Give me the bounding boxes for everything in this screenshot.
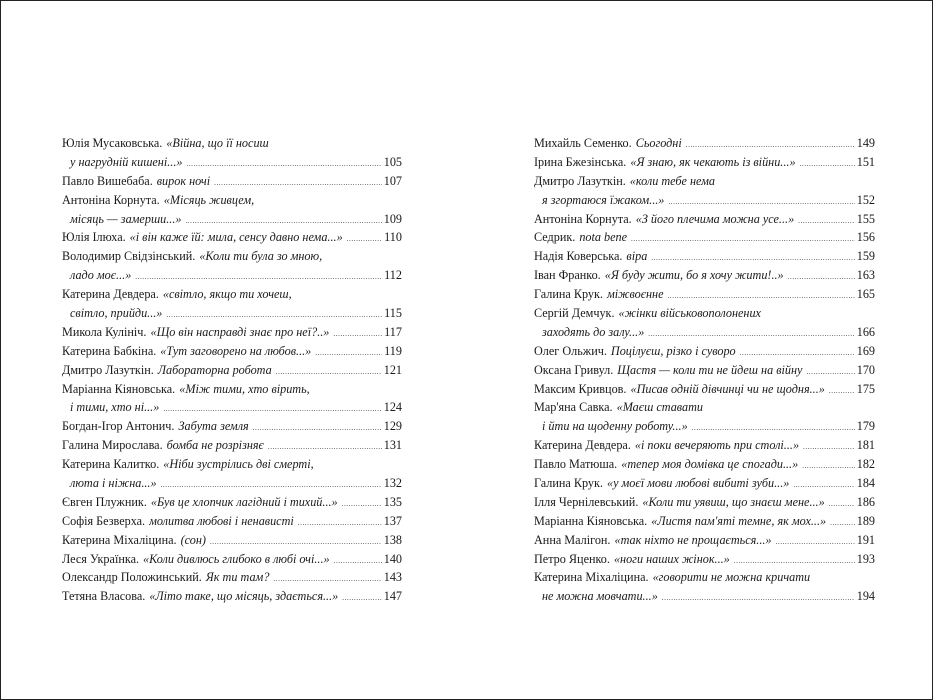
toc-entry-line bbox=[534, 172, 875, 191]
toc-author: Петро Яценко. bbox=[534, 551, 610, 566]
toc-entry-line bbox=[62, 361, 402, 380]
toc-entry-line bbox=[62, 512, 402, 531]
toc-title: «говорити не можна кричати bbox=[652, 570, 811, 585]
toc-entry-line bbox=[62, 304, 402, 323]
toc-title: у нагрудній кишені...» bbox=[70, 154, 183, 169]
toc-entry-line bbox=[62, 266, 402, 285]
dot-leader bbox=[298, 514, 382, 533]
toc-title: і тими, хто ні...» bbox=[70, 400, 160, 415]
toc-entry-line bbox=[534, 191, 875, 210]
dot-leader bbox=[829, 382, 855, 401]
toc-author: Олег Ольжич. bbox=[534, 343, 607, 358]
toc-entry-line bbox=[62, 474, 402, 493]
toc-page-number: 143 bbox=[383, 570, 402, 585]
dot-leader bbox=[253, 419, 382, 438]
toc-page-number: 151 bbox=[856, 154, 875, 169]
toc-page-number: 163 bbox=[856, 268, 875, 283]
dot-leader bbox=[186, 155, 381, 174]
toc-author: Надія Коверська. bbox=[534, 249, 623, 264]
toc-author: Богдан-Ігор Антонич. bbox=[62, 419, 175, 434]
dot-leader bbox=[829, 495, 855, 514]
toc-author: Галина Крук. bbox=[534, 476, 603, 491]
toc-entry-line bbox=[534, 436, 875, 455]
toc-title: «Я буду жити, бо я хочу жити!..» bbox=[604, 268, 784, 283]
toc-title: «Маєш ставати bbox=[616, 400, 703, 415]
toc-entry-line bbox=[62, 417, 402, 436]
toc-title: nota bene bbox=[579, 230, 628, 245]
toc-entry-line bbox=[62, 398, 402, 417]
toc-author: Антоніна Корнута. bbox=[62, 192, 160, 207]
toc-page-number: 121 bbox=[383, 362, 402, 377]
dot-leader bbox=[803, 438, 855, 457]
toc-author: Дмитро Лазуткін. bbox=[534, 173, 626, 188]
toc-title: «світло, якщо ти хочеш, bbox=[162, 287, 292, 302]
toc-title: «Тут заговорено на любов...» bbox=[160, 343, 312, 358]
dot-leader bbox=[342, 495, 382, 514]
toc-entry-line bbox=[62, 247, 402, 266]
toc-author: Катерина Бабкіна. bbox=[62, 343, 157, 358]
toc-page-number: 189 bbox=[856, 513, 875, 528]
toc-author: Галина Мирослава. bbox=[62, 438, 163, 453]
toc-page-number: 193 bbox=[856, 551, 875, 566]
toc-entry-line bbox=[62, 210, 402, 229]
toc-entry-line bbox=[62, 587, 402, 606]
toc-title: «Що він насправді знає про неї?..» bbox=[150, 324, 330, 339]
toc-page-number: 169 bbox=[856, 343, 875, 358]
toc-entry-line bbox=[534, 304, 875, 323]
toc-author: Павло Вишебаба. bbox=[62, 173, 153, 188]
toc-author: Олександр Положинський. bbox=[62, 570, 202, 585]
toc-author: Дмитро Лазуткін. bbox=[62, 362, 154, 377]
toc-author: Катерина Девдера. bbox=[534, 438, 631, 453]
toc-entry-line bbox=[534, 512, 875, 531]
toc-title: не можна мовчати...» bbox=[542, 589, 658, 604]
toc-author: Катерина Міхаліцина. bbox=[62, 532, 177, 547]
toc-page-number: 110 bbox=[384, 230, 402, 245]
toc-page-number: 119 bbox=[384, 343, 402, 358]
dot-leader bbox=[631, 230, 855, 249]
toc-author: Галина Крук. bbox=[534, 287, 603, 302]
toc-title: «тепер моя домівка це спогади...» bbox=[621, 457, 799, 472]
toc-author: Катерина Девдера. bbox=[62, 287, 159, 302]
toc-page-number: 107 bbox=[383, 173, 402, 188]
toc-title: ладо моє...» bbox=[70, 268, 132, 283]
toc-title: «Літо таке, що місяць, здається...» bbox=[149, 589, 339, 604]
toc-author: Юлія Мусаковська. bbox=[62, 136, 163, 150]
toc-page-number: 140 bbox=[383, 551, 402, 566]
toc-title: місяць — замерши...» bbox=[70, 211, 182, 226]
dot-leader bbox=[800, 155, 855, 174]
toc-title: «коли тебе нема bbox=[629, 173, 716, 188]
toc-entry-line bbox=[62, 568, 402, 587]
toc-page-number: 191 bbox=[856, 532, 875, 547]
toc-author: Катерина Калитко. bbox=[62, 457, 160, 472]
toc-title: (сон) bbox=[180, 532, 206, 547]
toc-title: «і поки вечеряють при столі...» bbox=[634, 438, 800, 453]
toc-page-number: 156 bbox=[856, 230, 875, 245]
dot-leader bbox=[334, 552, 382, 571]
toc-left-column bbox=[62, 134, 402, 606]
toc-title: «так ніхто не прощається...» bbox=[614, 532, 772, 547]
toc-entry-line bbox=[62, 285, 402, 304]
toc-title: «жінки військовополонених bbox=[618, 306, 761, 321]
dot-leader bbox=[315, 344, 382, 363]
toc-title: «Писав одній дівчинці чи не щодня...» bbox=[630, 381, 825, 396]
toc-entry-line bbox=[534, 587, 875, 606]
toc-entry-line bbox=[534, 455, 875, 474]
toc-page-number: 182 bbox=[856, 457, 875, 472]
toc-author: Оксана Гривул. bbox=[534, 362, 614, 377]
toc-title: і йти на щоденну роботу...» bbox=[542, 419, 688, 434]
toc-page-number: 129 bbox=[383, 419, 402, 434]
toc-page-number: 175 bbox=[856, 381, 875, 396]
toc-page-number: 184 bbox=[856, 476, 875, 491]
toc-author: Ірина Бжезінська. bbox=[534, 154, 627, 169]
dot-leader bbox=[830, 514, 855, 533]
toc-title: я згортаюся їжаком...» bbox=[542, 192, 665, 207]
toc-entry-line bbox=[534, 153, 875, 172]
toc-title: Забута земля bbox=[178, 419, 249, 434]
toc-page-number: 155 bbox=[856, 211, 875, 226]
toc-entry-line bbox=[534, 380, 875, 399]
toc-title: Сьогодні bbox=[635, 136, 682, 150]
toc-title: «у моєї мови любові вибиті зуби...» bbox=[606, 476, 790, 491]
dot-leader bbox=[333, 325, 382, 344]
toc-author: Євген Плужник. bbox=[62, 494, 147, 509]
toc-author: Маріанна Кіяновська. bbox=[62, 381, 176, 396]
toc-entry-line bbox=[62, 455, 402, 474]
toc-page-number: 186 bbox=[856, 494, 875, 509]
toc-author: Тетяна Власова. bbox=[62, 589, 146, 604]
toc-title: люта і ніжна...» bbox=[70, 476, 157, 491]
dot-leader bbox=[347, 230, 382, 249]
toc-entry-line bbox=[62, 436, 402, 455]
toc-entry-line bbox=[534, 134, 875, 153]
dot-leader bbox=[342, 589, 382, 608]
toc-entry-line bbox=[534, 474, 875, 493]
toc-author: Ілля Чернілевський. bbox=[534, 494, 639, 509]
toc-author: Седрик. bbox=[534, 230, 576, 245]
dot-leader bbox=[802, 457, 855, 476]
toc-entry-line bbox=[534, 323, 875, 342]
toc-entry-line bbox=[62, 153, 402, 172]
toc-entry-line bbox=[62, 493, 402, 512]
dot-leader bbox=[776, 533, 855, 552]
toc-author: Микола Кулініч. bbox=[62, 324, 147, 339]
toc-entry-line bbox=[62, 342, 402, 361]
toc-author: Павло Матюша. bbox=[534, 457, 618, 472]
toc-page-number: 117 bbox=[384, 324, 402, 339]
toc-title: Щастя — коли ти не йдеш на війну bbox=[617, 362, 803, 377]
toc-entry-line bbox=[62, 380, 402, 399]
toc-entry-line bbox=[62, 134, 402, 153]
toc-author: Леся Українка. bbox=[62, 551, 140, 566]
toc-title: «Між тими, хто вірить, bbox=[179, 381, 310, 396]
toc-title: «Був це хлопчик лагідний і тихий...» bbox=[150, 494, 338, 509]
toc-page-number: 124 bbox=[383, 400, 402, 415]
toc-entry-line bbox=[534, 266, 875, 285]
toc-entry-line bbox=[534, 550, 875, 569]
toc-page-number: 105 bbox=[383, 154, 402, 169]
toc-title: «З його плечима можна усе...» bbox=[635, 211, 795, 226]
toc-author: Сергій Демчук. bbox=[534, 306, 615, 321]
toc-title: «Ніби зустрілись дві смерті, bbox=[163, 457, 314, 472]
toc-page-number: 170 bbox=[856, 362, 875, 377]
toc-entry-line bbox=[62, 550, 402, 569]
toc-author: Іван Франко. bbox=[534, 268, 601, 283]
toc-entry-line bbox=[534, 493, 875, 512]
toc-title: віра bbox=[626, 249, 648, 264]
toc-title: Як ти там? bbox=[205, 570, 270, 585]
toc-title: «Коли дивлюсь глибоко в любі очі...» bbox=[143, 551, 330, 566]
toc-entry-line bbox=[62, 191, 402, 210]
toc-page-number: 131 bbox=[383, 438, 402, 453]
dot-leader bbox=[798, 212, 855, 231]
toc-page-number: 181 bbox=[856, 438, 875, 453]
toc-title: бомба не розрізняє bbox=[166, 438, 264, 453]
toc-title: «Листя пам'яті темне, як мох...» bbox=[651, 513, 827, 528]
toc-title: «і він каже їй: мила, сенсу давно нема...» bbox=[129, 230, 343, 245]
toc-author: Володимир Свідзінський. bbox=[62, 249, 196, 264]
toc-entry-line bbox=[534, 228, 875, 247]
toc-entry-line bbox=[534, 398, 875, 417]
toc-title: «ноги наших жінок...» bbox=[613, 551, 730, 566]
toc-entry-line bbox=[62, 531, 402, 550]
toc-entry-line bbox=[62, 228, 402, 247]
toc-title: «Коли ти уявиш, що знаєш мене...» bbox=[642, 494, 825, 509]
toc-author: Юлія Ілюха. bbox=[62, 230, 126, 245]
toc-author: Анна Малігон. bbox=[534, 532, 611, 547]
toc-title: «Я знаю, як чекають із війни...» bbox=[630, 154, 796, 169]
toc-page-number: 149 bbox=[856, 136, 875, 150]
toc-entry-line bbox=[534, 210, 875, 229]
toc-author: Катерина Міхаліцина. bbox=[534, 570, 649, 585]
toc-entry-line bbox=[534, 568, 875, 587]
toc-page-number: 152 bbox=[856, 192, 875, 207]
toc-page-number: 147 bbox=[383, 589, 402, 604]
toc-page-number: 165 bbox=[856, 287, 875, 302]
toc-page-number: 115 bbox=[384, 306, 402, 321]
toc-page-number: 166 bbox=[856, 324, 875, 339]
toc-title: молитва любові і ненависті bbox=[149, 513, 294, 528]
toc-right-column bbox=[534, 134, 875, 606]
toc-entry-line bbox=[62, 172, 402, 191]
toc-entry-line bbox=[534, 285, 875, 304]
toc-author: Максим Кривцов. bbox=[534, 381, 627, 396]
toc-title: Лабораторна робота bbox=[157, 362, 272, 377]
toc-title: вирок ночі bbox=[156, 173, 211, 188]
toc-title: «Війна, що її носиш bbox=[166, 136, 269, 150]
toc-entry-line bbox=[534, 247, 875, 266]
toc-title: заходять до залу...» bbox=[542, 324, 645, 339]
toc-page-number: 132 bbox=[383, 476, 402, 491]
toc-author: Антоніна Корнута. bbox=[534, 211, 632, 226]
toc-entry-line bbox=[534, 417, 875, 436]
toc-title: міжвоєнне bbox=[606, 287, 664, 302]
toc-entry-line bbox=[534, 361, 875, 380]
toc-title: «Коли ти була зо мною, bbox=[199, 249, 323, 264]
toc-page-number: 112 bbox=[384, 268, 402, 283]
toc-author: Мар'яна Савка. bbox=[534, 400, 613, 415]
toc-page-number: 138 bbox=[383, 532, 402, 547]
toc-page-number: 135 bbox=[383, 494, 402, 509]
toc-entry-line bbox=[62, 323, 402, 342]
toc-title: Поцілуєш, різко і суворо bbox=[610, 343, 736, 358]
toc-page-number: 194 bbox=[856, 589, 875, 604]
toc-author: Михайль Семенко. bbox=[534, 136, 632, 150]
toc-page-number: 179 bbox=[856, 419, 875, 434]
toc-author: Софія Безверха. bbox=[62, 513, 146, 528]
toc-page-number: 137 bbox=[383, 513, 402, 528]
toc-title: «Місяць живцем, bbox=[163, 192, 255, 207]
dot-leader bbox=[662, 589, 855, 608]
toc-author: Маріанна Кіяновська. bbox=[534, 513, 648, 528]
toc-page-number: 109 bbox=[383, 211, 402, 226]
dot-leader bbox=[788, 268, 855, 287]
toc-entry-line bbox=[534, 531, 875, 550]
toc-title: світло, прийди...» bbox=[70, 306, 163, 321]
toc-page-number: 159 bbox=[856, 249, 875, 264]
toc-entry-line bbox=[534, 342, 875, 361]
